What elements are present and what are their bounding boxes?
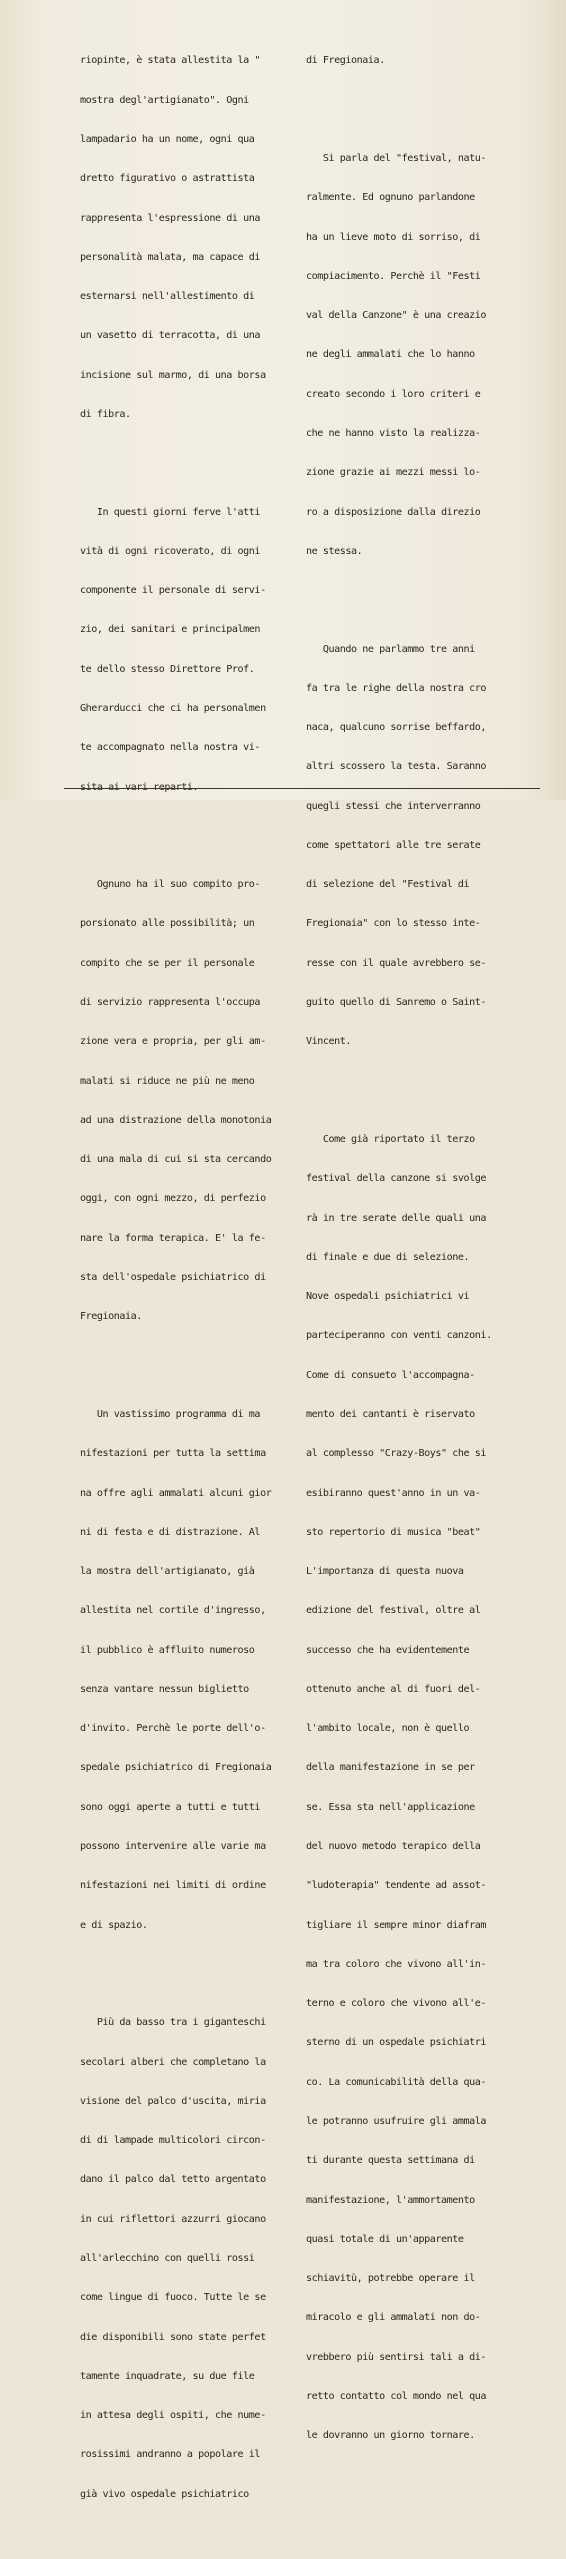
text-line: Ognuno ha il suo compito pro-: [80, 879, 261, 891]
text-line: quasi totale di un'apparente: [306, 2233, 464, 2245]
text-line: visione del palco d'uscita, miria: [80, 2095, 266, 2107]
text-line: sono oggi aperte a tutti e tutti: [80, 1801, 261, 1813]
text-line: fa tra le righe della nostra cro: [306, 682, 487, 694]
text-line: lampadario ha un nome, ogni qua: [80, 133, 255, 145]
text-line: mostra degl'artigianato". Ogni: [80, 94, 249, 106]
text-line: zione grazie ai mezzi messi lo-: [306, 467, 481, 479]
text-line: di Fregionaia.: [306, 55, 385, 67]
paragraph: [306, 28, 542, 93]
text-line: compiacimento. Perchè il "Festi: [306, 270, 481, 282]
text-line: ne degli ammalati che lo hanno: [306, 349, 475, 361]
text-line: ma tra coloro che vivono all'in-: [306, 1958, 487, 1970]
left-column: [80, 2, 302, 2559]
text-line: ad una distrazione della monotonia: [80, 1114, 272, 1126]
paragraph: [80, 1990, 302, 2527]
paragraph: [306, 126, 542, 584]
text-line: di finale e due di selezione.: [306, 1251, 470, 1263]
text-line: ti durante questa settimana di: [306, 2155, 475, 2167]
text-line: se. Essa sta nell'applicazione: [306, 1801, 475, 1813]
text-line: te accompagnato nella nostra vi-: [80, 742, 261, 754]
text-line: e di spazio.: [80, 1919, 148, 1931]
text-line: guito quello di Sanremo o Saint-: [306, 997, 487, 1009]
text-line: in cui riflettori azzurri giocano: [80, 2213, 266, 2225]
text-line: val della Canzone" è una creazio: [306, 310, 487, 322]
text-line: retto contatto col mondo nel qua: [306, 2390, 487, 2402]
text-line: che ne hanno visto la realizza-: [306, 428, 481, 439]
text-line: rà in tre serate delle quali una: [306, 1212, 487, 1224]
text-line: edizione del festival, oltre al: [306, 1605, 481, 1617]
text-line: dano il palco dal tetto argentato: [80, 2174, 266, 2186]
text-line: Un vastissimo programma di ma: [80, 1408, 261, 1420]
text-line: ottenuto anche al di fuori del-: [306, 1683, 481, 1695]
text-line: al complesso "Crazy-Boys" che si: [306, 1448, 487, 1460]
text-line: die disponibili sono state perfet: [80, 2331, 266, 2343]
text-line: in attesa degli ospiti, che nume-: [80, 2410, 266, 2422]
paragraph: [80, 28, 302, 447]
text-line: di selezione del "Festival di: [306, 879, 470, 891]
text-line: sta dell'ospedale psichiatrico di: [80, 1272, 266, 1283]
text-line: personalità malata, ma capace di: [80, 251, 261, 263]
text-line: schiavitù, potrebbe operare il: [306, 2273, 475, 2285]
text-line: sto repertorio di musica "beat": [306, 1526, 481, 1538]
text-line: di una mala di cui si sta cercando: [80, 1154, 272, 1166]
text-line: le potranno usufruire gli ammala: [306, 2116, 487, 2127]
text-line: porsionato alle possibilità; un: [80, 918, 255, 930]
bottom-divider: [64, 788, 540, 789]
text-line: na offre agli ammalati alcuni gior: [80, 1487, 272, 1499]
text-line: creato secondo i loro criteri e: [306, 388, 481, 400]
right-column: [306, 2, 542, 2501]
text-line: nifestazioni per tutta la settima: [80, 1448, 266, 1460]
text-line: nare la forma terapica. E' la fe-: [80, 1232, 266, 1244]
text-line: ralmente. Ed ognuno parlandone: [306, 192, 475, 204]
text-line: ro a disposizione dalla direzio: [306, 506, 481, 518]
text-line: terno e coloro che vivono all'e-: [306, 1998, 487, 2010]
text-line: di servizio rappresenta l'occupa: [80, 997, 261, 1009]
text-line: già vivo ospedale psichiatrico: [80, 2488, 249, 2500]
text-line: miracolo e gli ammalati non do-: [306, 2312, 481, 2324]
text-line: Come di consueto l'accompagna-: [306, 1369, 475, 1381]
paragraph: [80, 479, 302, 819]
text-line: successo che ha evidentemente: [306, 1644, 470, 1656]
text-line: le dovranno un giorno tornare.: [306, 2430, 475, 2442]
text-line: componente il personale di servi-: [80, 585, 266, 597]
text-line: possono intervenire alle varie ma: [80, 1841, 266, 1853]
text-line: mento dei cantanti è riservato: [306, 1408, 475, 1420]
text-line: vità di ogni ricoverato, di ogni: [80, 545, 261, 557]
text-line: naca, qualcuno sorrise beffardo,: [306, 722, 487, 734]
text-line: un vasetto di terracotta, di una: [80, 330, 261, 342]
text-line: rosissimi andranno a popolare il: [80, 2449, 261, 2461]
text-line: ne stessa.: [306, 545, 363, 557]
text-line: compito che se per il personale: [80, 957, 255, 969]
text-line: come lingue di fuoco. Tutte le se: [80, 2292, 266, 2304]
paragraph: [306, 616, 542, 1074]
text-line: d'invito. Perchè le porte dell'o-: [80, 1723, 266, 1735]
text-line: quegli stessi che interverranno: [306, 800, 481, 812]
text-line: allestita nel cortile d'ingresso,: [80, 1605, 266, 1617]
text-line: Più da basso tra i giganteschi: [80, 2017, 266, 2029]
text-line: senza vantare nessun biglietto: [80, 1683, 249, 1695]
text-line: Vincent.: [306, 1036, 352, 1048]
text-line: nifestazioni nei limiti di ordine: [80, 1880, 266, 1892]
text-line: te dello stesso Direttore Prof.: [80, 663, 255, 675]
text-line: zio, dei sanitari e principalmen: [80, 624, 261, 636]
text-line: incisione sul marmo, di una borsa: [80, 369, 266, 381]
text-line: come spettatori alle tre serate: [306, 839, 481, 851]
text-line: Si parla del "festival, natu-: [306, 153, 487, 165]
text-line: manifestazione, l'ammortamento: [306, 2194, 475, 2206]
text-line: ha un lieve moto di sorriso, di: [306, 231, 481, 243]
text-line: esternarsi nell'allestimento di: [80, 291, 255, 303]
text-line: Nove ospedali psichiatrici vi: [306, 1291, 470, 1303]
text-line: tigliare il sempre minor diafram: [306, 1919, 487, 1931]
text-line: della manifestazione in se per: [306, 1762, 475, 1774]
text-line: altri scossero la testa. Saranno: [306, 761, 487, 773]
paragraph: [306, 1107, 542, 2469]
text-line: ni di festa e di distrazione. Al: [80, 1526, 261, 1538]
text-line: esibiranno quest'anno in un va-: [306, 1487, 481, 1499]
text-line: resse con il quale avrebbero se-: [306, 957, 487, 969]
text-line: malati si riduce ne più ne meno: [80, 1075, 255, 1087]
text-line: riopinte, è stata allestita la ": [80, 55, 261, 67]
text-line: co. La comunicabilità della qua-: [306, 2076, 487, 2088]
text-line: In questi giorni ferve l'atti: [80, 506, 261, 518]
text-line: L'importanza di questa nuova: [306, 1566, 464, 1578]
text-line: di fibra.: [80, 408, 131, 420]
text-line: spedale psichiatrico di Fregionaia: [80, 1762, 272, 1774]
text-line: Fregionaia.: [80, 1311, 142, 1323]
text-line: del nuovo metodo terapico della: [306, 1841, 481, 1853]
text-line: la mostra dell'artigianato, già: [80, 1566, 255, 1578]
text-line: tamente inquadrate, su due file: [80, 2370, 255, 2382]
paragraph: [80, 1382, 302, 1958]
paragraph: [80, 852, 302, 1350]
text-line: sterno di un ospedale psichiatri: [306, 2037, 487, 2049]
text-line: il pubblico è affluito numeroso: [80, 1644, 255, 1656]
text-line: Gherarducci che ci ha personalmen: [80, 702, 266, 714]
text-line: all'arlecchino con quelli rossi: [80, 2252, 255, 2264]
text-line: "ludoterapia" tendente ad assot-: [306, 1880, 487, 1892]
text-line: dretto figurativo o astrattista: [80, 173, 255, 185]
text-line: Come già riportato il terzo: [306, 1133, 475, 1145]
text-line: Fregionaia" con lo stesso inte-: [306, 918, 481, 930]
text-line: oggi, con ogni mezzo, di perfezio: [80, 1193, 266, 1205]
text-line: l'ambito locale, non è quello: [306, 1723, 470, 1735]
text-line: rappresenta l'espressione di una: [80, 212, 261, 224]
text-line: secolari alberi che completano la: [80, 2056, 266, 2068]
text-line: parteciperanno con venti canzoni.: [306, 1330, 492, 1342]
text-line: di di lampade multicolori circon-: [80, 2135, 266, 2147]
text-line: vrebbero più sentirsi tali a di-: [306, 2351, 487, 2363]
text-line: zione vera e propria, per gli am-: [80, 1036, 266, 1048]
text-line: festival della canzone si svolge: [306, 1173, 487, 1185]
text-line: Quando ne parlammo tre anni: [306, 643, 475, 655]
